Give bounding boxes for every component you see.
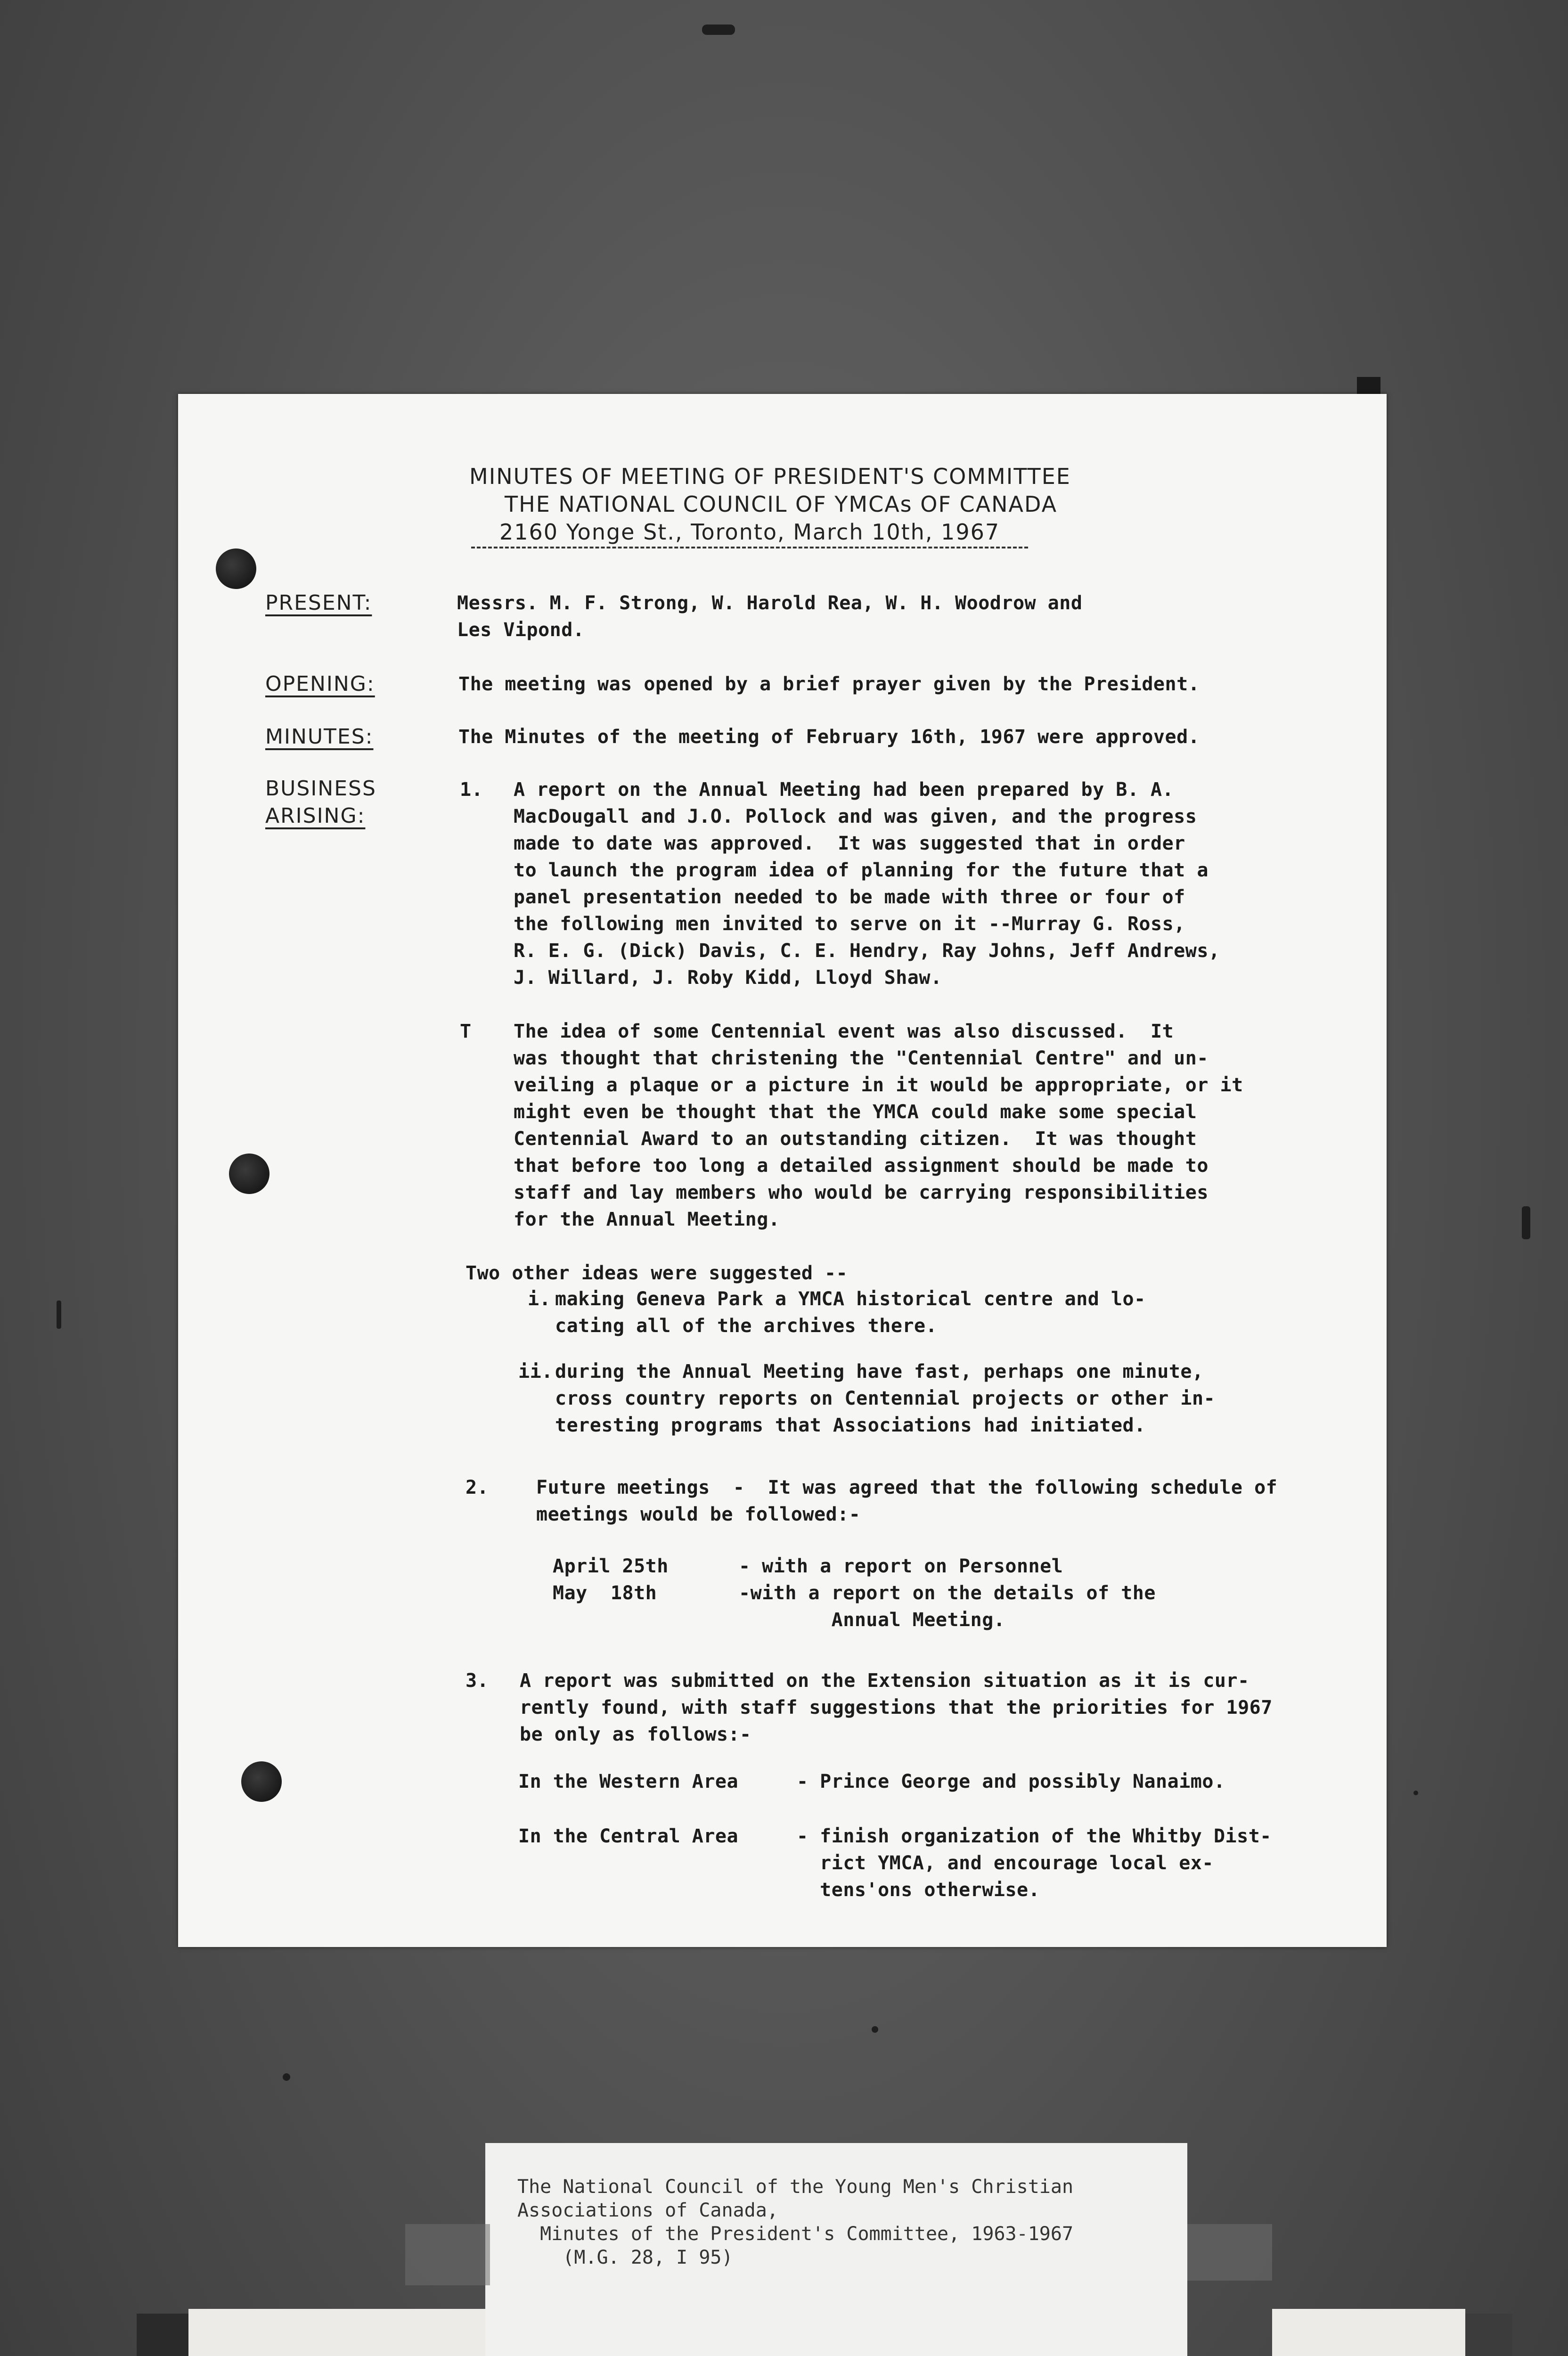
idea-ii-text: during the Annual Meeting have fast, perhaps one minute, cross country reports on Centennial projects or other in- teresting programs that Associations had initiated. <box>555 1361 1216 1436</box>
item-2-text: Future meetings - It was agreed that the following schedule of meetings would be followed:- <box>536 1477 1278 1525</box>
opening-label: OPENING: <box>265 672 375 696</box>
area-name: In the Western Area <box>518 1771 739 1792</box>
paper-clip-mark <box>1357 377 1380 396</box>
card-shadow-right <box>1461 2314 1512 2356</box>
idea-ii-number: ii. <box>518 1361 553 1383</box>
tape-strip <box>405 2224 490 2285</box>
schedule-date: May 18th <box>553 1582 657 1604</box>
item-3-text: A report was submitted on the Extension situation as it is cur- rently found, with staff suggestions that the priorities for 1967 be only as follows:- <box>520 1670 1273 1745</box>
schedule-desc: - with a report on Personnel <box>739 1555 1063 1577</box>
ideas-intro: Two other ideas were suggested -- <box>466 1262 848 1284</box>
area-desc: - finish organization of the Whitby Dist- rict YMCA, and encourage local ex- tens'ons otherwise. <box>797 1825 1272 1901</box>
idea-i-text: making Geneva Park a YMCA historical centre and lo- cating all of the archives there. <box>555 1288 1146 1337</box>
idea-i-number: i. <box>528 1288 551 1310</box>
card-shadow-left <box>137 2314 193 2356</box>
business-label: BUSINESS <box>265 777 376 801</box>
present-label: PRESENT: <box>265 591 372 615</box>
item-t-number: T <box>460 1021 472 1042</box>
item-1-number: 1. <box>460 779 483 801</box>
arising-label: ARISING: <box>265 804 366 828</box>
minutes-document <box>178 394 1387 1947</box>
opening-text: The meeting was opened by a brief prayer given by the President. <box>458 673 1200 695</box>
area-desc: - Prince George and possibly Nanaimo. <box>797 1771 1225 1792</box>
schedule-desc: -with a report on the details of the Annual Meeting. <box>739 1582 1156 1631</box>
item-1-text: A report on the Annual Meeting had been prepared by B. A. MacDougall and J.O. Pollock and was given, and the progress made to date was approved. It was suggested that in order to launch the program idea of planning for the future that a panel presentation needed to be made with three or four of the following men invited to serve on it --Murray G. Ross, R. E. G. (Dick) Davis, C. E. Hendry, Ray Johns, Jeff Andrews, J. Willard, J. Roby Kidd, Lloyd Shaw. <box>514 779 1220 989</box>
punch-hole <box>241 1761 282 1802</box>
minutes-label: MINUTES: <box>265 725 374 749</box>
film-mark <box>702 25 735 35</box>
catalog-slip <box>485 2143 1187 2356</box>
item-2-number: 2. <box>466 1477 489 1498</box>
film-speck <box>283 2073 290 2081</box>
organization-name: THE NATIONAL COUNCIL OF YMCAs OF CANADA <box>505 491 1058 517</box>
minutes-text: The Minutes of the meeting of February 16th, 1967 were approved. <box>458 726 1200 748</box>
film-speck <box>1413 1791 1418 1795</box>
area-name: In the Central Area <box>518 1825 739 1847</box>
catalog-line: The National Council of the Young Men's Christian <box>517 2176 1074 2198</box>
punch-hole <box>216 548 256 589</box>
present-text: Messrs. M. F. Strong, W. Harold Rea, W. H. Woodrow and Les Vipond. <box>457 592 1083 641</box>
film-mark <box>57 1301 61 1329</box>
item-3-number: 3. <box>466 1670 489 1692</box>
catalog-line: Associations of Canada, <box>517 2200 778 2221</box>
schedule-date: April 25th <box>553 1555 669 1577</box>
meeting-location-date: 2160 Yonge St., Toronto, March 10th, 1967 <box>471 519 1028 548</box>
punch-hole <box>229 1153 270 1194</box>
catalog-reference: (M.G. 28, I 95) <box>517 2247 733 2268</box>
film-mark <box>1522 1206 1530 1239</box>
film-speck <box>872 2026 878 2033</box>
tape-strip <box>1187 2224 1272 2281</box>
document-title: MINUTES OF MEETING OF PRESIDENT'S COMMITTEE <box>469 464 1071 489</box>
catalog-line: Minutes of the President's Committee, 1963-1967 <box>517 2223 1074 2245</box>
item-t-text: The idea of some Centennial event was also discussed. It was thought that christening the "Centennial Centre" and un- veiling a plaque or a picture in it would be appropriate, or it might even be thought that the YMCA could make some special Centennial Award to an outstanding citizen. It was thought that before too long a detailed assignment should be made to staff and lay members who would be carrying responsibilities for the Annual Meeting. <box>514 1021 1243 1230</box>
